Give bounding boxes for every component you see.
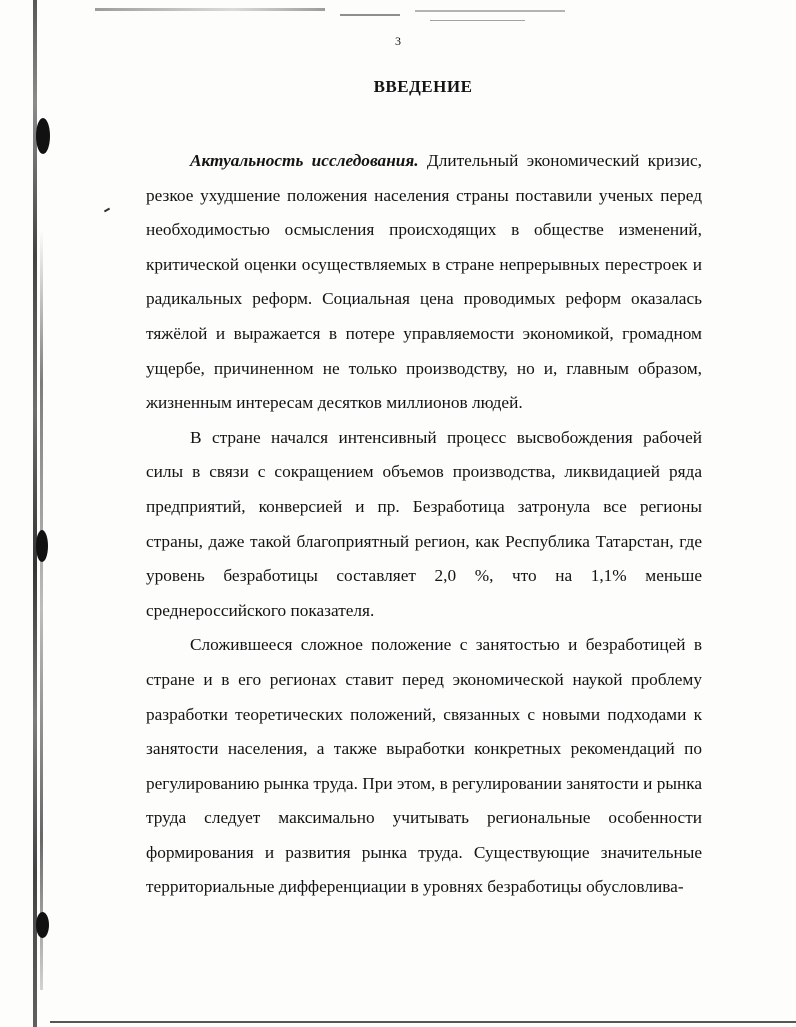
- body-text: [146, 144, 702, 905]
- page-number: 3: [395, 34, 401, 48]
- binding-hole: [36, 530, 48, 562]
- paragraph: [146, 628, 702, 905]
- scan-artifact-top: [95, 8, 325, 11]
- scan-artifact-left-edge: [33, 0, 37, 1027]
- scan-speck: [104, 208, 110, 213]
- paragraph-text: В стране начался интенсивный процесс высвобождения рабочей силы в связи с сокращением объемов производства, ликвидацией ряда предприятий, конверсией и пр. Безработица затронула все регионы страны, даже такой благоприятный регион, как Республика Татарстан, где уровень безработицы составляет 2,0 %, что на 1,1% меньше среднероссийского показателя.: [146, 427, 702, 620]
- scan-artifact-bottom-edge: [50, 1021, 796, 1023]
- paragraph-text: Длительный экономический кризис, резкое ухудшение положения населения страны поставили ученых перед необходимостью осмысления происходящих в обществе изменений, критической оценки осуществляемых в стране непрерывных перестроек и радикальных реформ. Социальная цена проводимых реформ оказалась тяжёлой и выражается в потере управляемости экономикой, громадном ущербе, причиненном не только производству, но и, главным образом, жизненным интересам десятков миллионов людей.: [146, 151, 702, 413]
- scan-artifact-top: [340, 14, 400, 16]
- paragraph: [146, 144, 702, 421]
- binding-hole: [36, 118, 50, 154]
- scan-artifact-left-edge: [40, 230, 43, 990]
- paragraph-lead: Актуальность исследования.: [190, 151, 419, 170]
- scan-artifact-top: [430, 20, 525, 21]
- page-title: ВВЕДЕНИЕ: [373, 77, 473, 96]
- binding-hole: [36, 912, 49, 938]
- scan-artifact-top: [415, 10, 565, 12]
- paragraph: [146, 421, 702, 629]
- paragraph-text: Сложившееся сложное положение с занятостью и безработицей в стране и в его регионах ставит перед экономической наукой проблему разработки теоретических положений, связанных с новыми подходами к занятости населения, а также выработки конкретных рекомендаций по регулированию рынка труда. При этом, в регулировании занятости и рынка труда следует максимально учитывать региональные особенности формирования и развития рынка труда. Существующие значительные территориальные дифференциации в уровнях безработицы обусловлива-: [146, 635, 702, 897]
